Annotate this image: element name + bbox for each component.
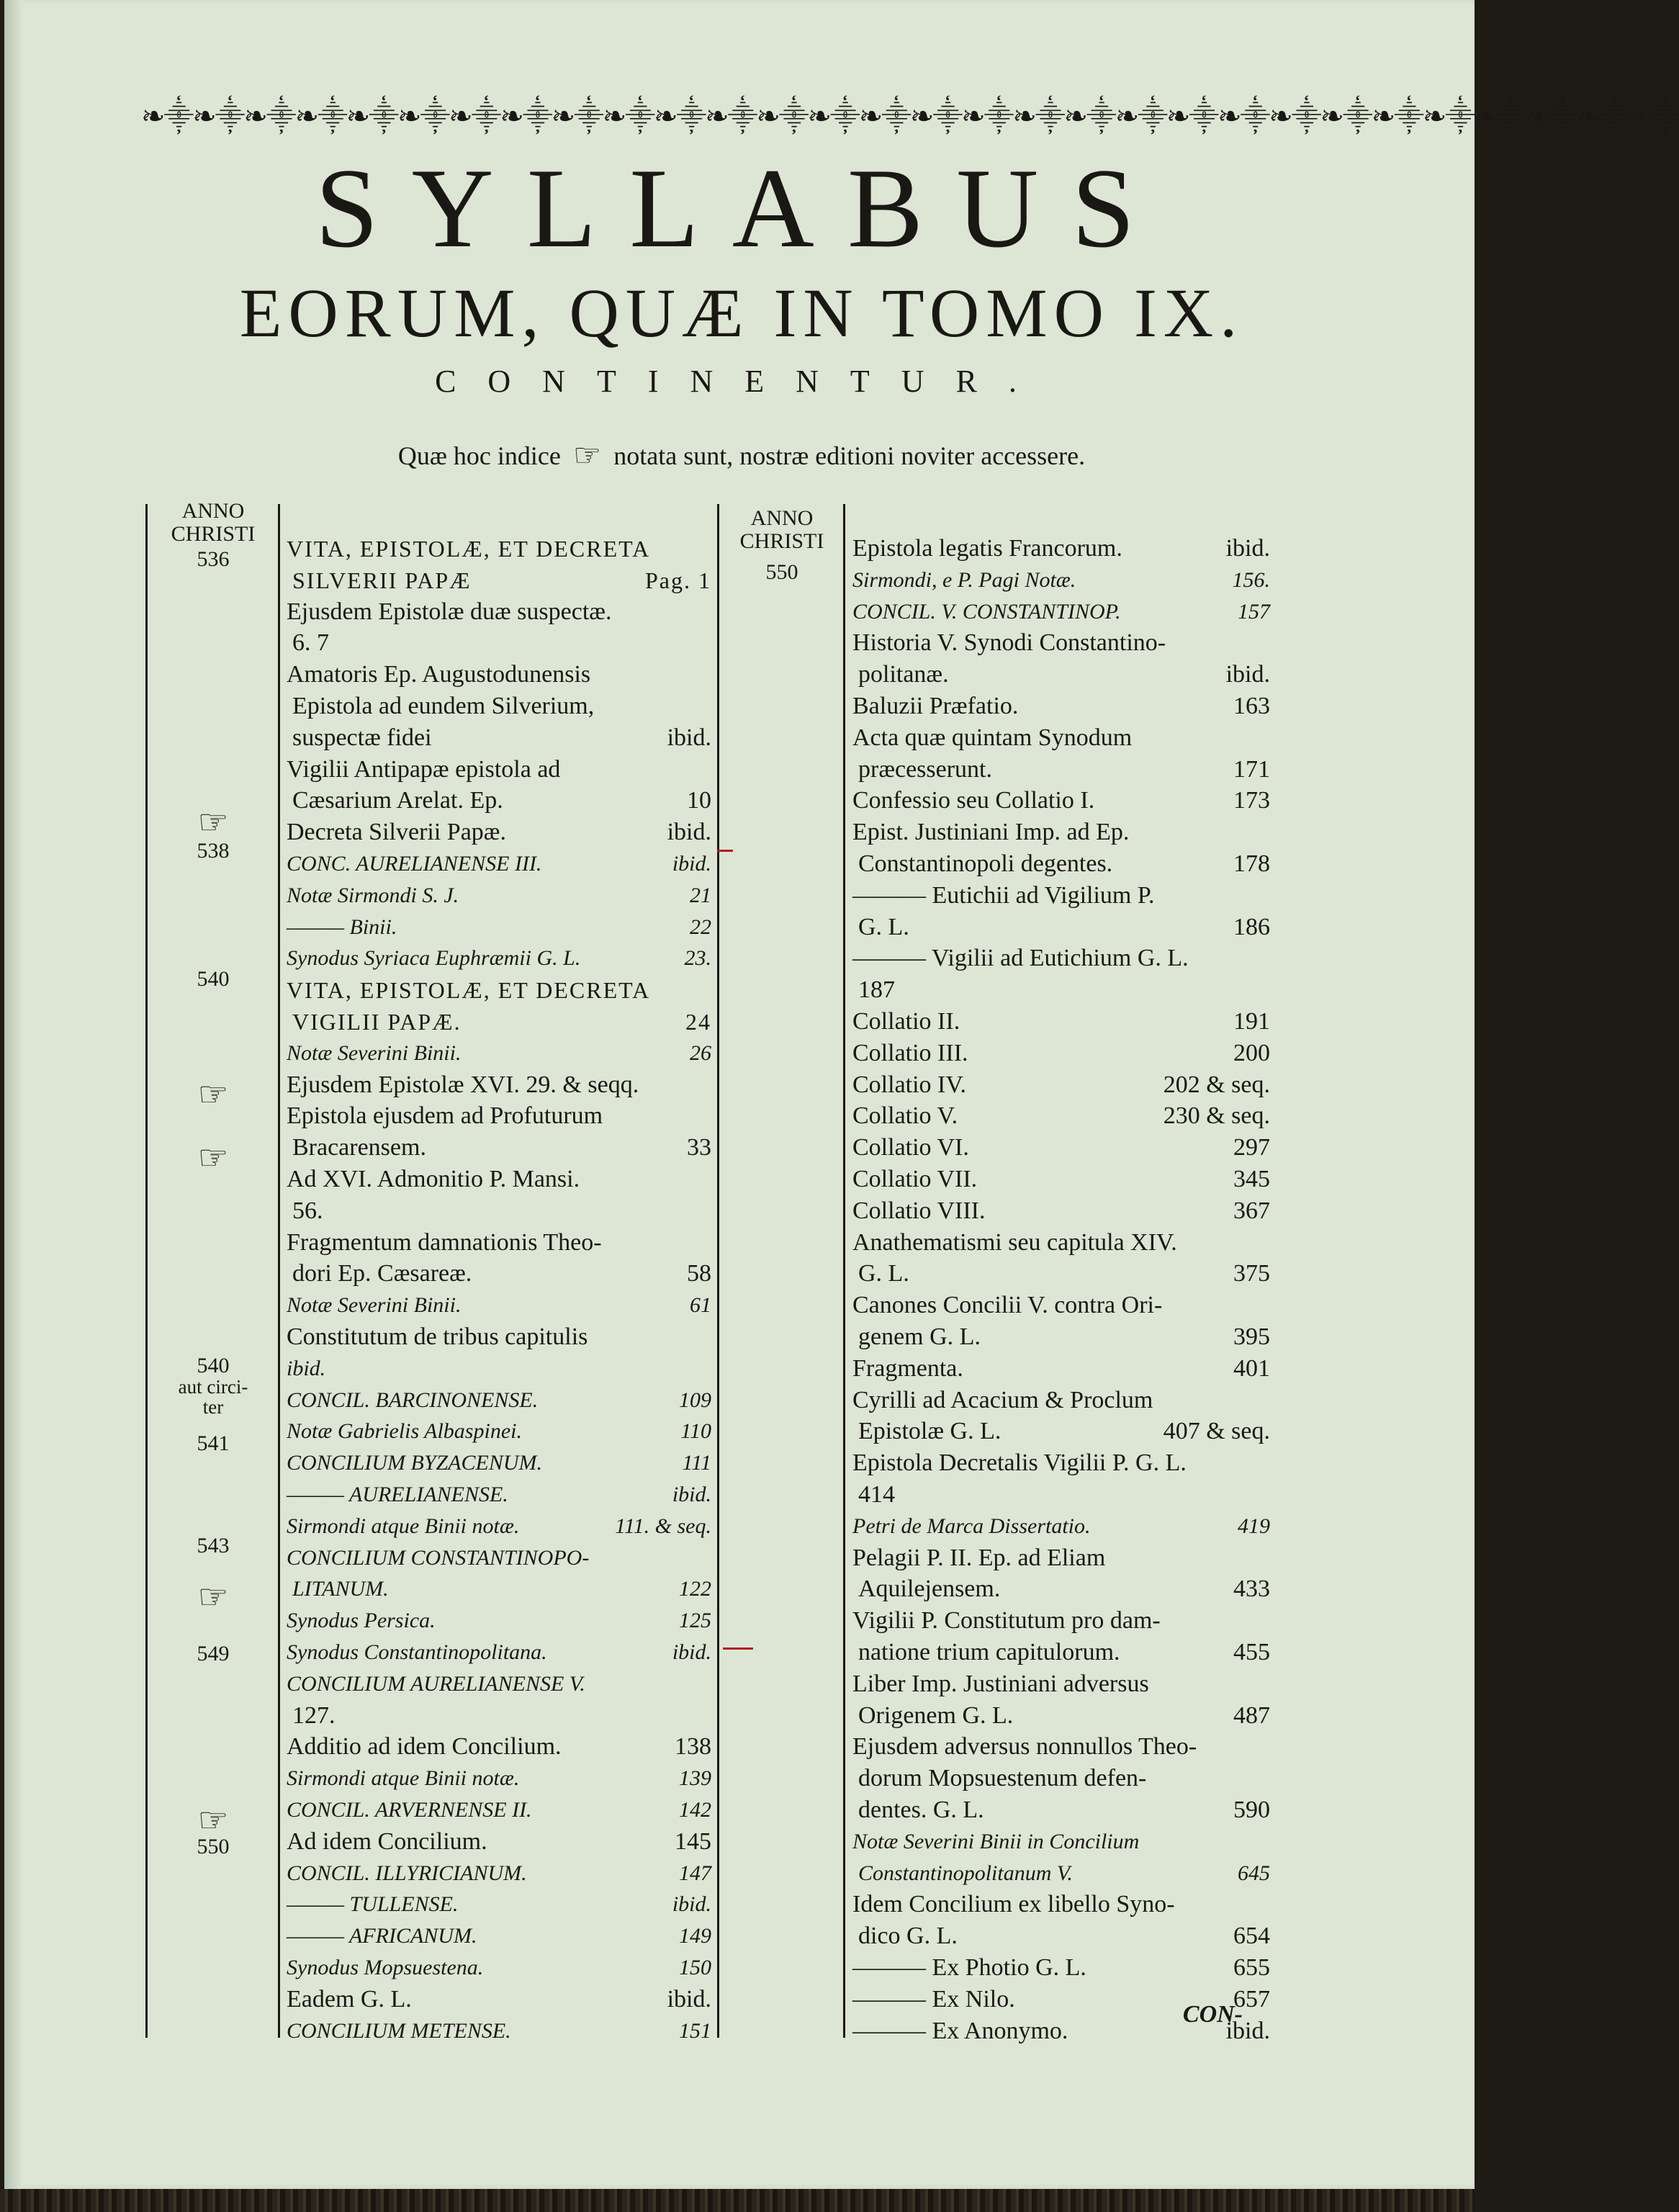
index-entry xyxy=(852,1479,1270,1511)
entry-page: ibid. xyxy=(1225,2017,1270,2044)
index-entry xyxy=(287,1006,711,1038)
index-entry xyxy=(852,1605,1270,1637)
entry-page: 33 xyxy=(687,1134,711,1161)
entry-title: Epistola ad eundem Silverium, xyxy=(292,693,595,719)
entry-title: dorum Mopsuestenum defen- xyxy=(858,1765,1147,1792)
entry-title: Epist. Justiniani Imp. ad Ep. xyxy=(852,819,1130,846)
entry-title: SILVERII PAPÆ xyxy=(292,567,472,593)
entry-page: 654 xyxy=(1233,1923,1270,1950)
entry-page: 433 xyxy=(1233,1575,1270,1603)
entry-title: Notæ Sirmondi S. J. xyxy=(287,883,459,907)
entry-title: Ejusdem adversus nonnullos Theo- xyxy=(852,1733,1197,1761)
entry-title: genem G. L. xyxy=(858,1323,981,1350)
year-header-anno: ANNO xyxy=(181,499,245,523)
entry-title: Notæ Gabrielis Albaspinei. xyxy=(287,1419,522,1444)
entry-page: 139 xyxy=(679,1766,711,1791)
index-entry xyxy=(852,1100,1270,1132)
entry-page: 156. xyxy=(1232,567,1270,592)
entry-title: ——— AFRICANUM. xyxy=(287,1924,477,1948)
index-entry xyxy=(852,817,1270,848)
entry-page: 111. & seq. xyxy=(615,1514,711,1538)
index-note xyxy=(4,436,1479,476)
entry-title: Notæ Severini Binii. xyxy=(287,1293,462,1318)
entry-title: Amatoris Ep. Augustodunensis xyxy=(287,661,591,688)
entry-page: 24 xyxy=(685,1009,711,1035)
entry-title: ——— Ex Nilo. xyxy=(852,1985,1015,2013)
book-page xyxy=(4,0,1679,2189)
index-entry xyxy=(287,974,711,1006)
entry-title: Ad idem Concilium. xyxy=(287,1827,487,1855)
index-entry xyxy=(852,1006,1270,1038)
index-entry xyxy=(852,533,1270,565)
entry-title: Collatio II. xyxy=(852,1008,960,1035)
year-label: 540 xyxy=(197,967,230,991)
entry-title: CONCILIUM METENSE. xyxy=(287,2018,511,2043)
index-entry xyxy=(287,1479,711,1511)
index-entry xyxy=(852,1700,1270,1732)
index-entry xyxy=(287,1290,711,1321)
entry-title: CONCIL. V. CONSTANTINOP. xyxy=(852,599,1121,624)
entry-title: ——— Ex Photio G. L. xyxy=(852,1954,1086,1981)
book-edge-strip xyxy=(0,2189,1475,2212)
entry-title: Liber Imp. Justiniani adversus xyxy=(852,1670,1149,1697)
entry-title: Canones Concilii V. contra Ori- xyxy=(852,1292,1163,1319)
entry-page: ibid. xyxy=(667,724,711,751)
index-entry xyxy=(852,1227,1270,1259)
entry-page: 157 xyxy=(1238,599,1270,624)
entry-title: Vigilii P. Constitutum pro dam- xyxy=(852,1607,1161,1635)
index-entry xyxy=(287,1258,711,1290)
entry-title: Collatio IV. xyxy=(852,1071,967,1098)
index-entry xyxy=(852,1447,1270,1479)
index-entry xyxy=(287,1164,711,1195)
index-entry xyxy=(852,1763,1270,1794)
entry-title: Fragmentum damnationis Theo- xyxy=(287,1228,602,1256)
entry-title: 187 xyxy=(858,976,895,1004)
index-entry xyxy=(287,1447,711,1479)
entry-title: ibid. xyxy=(287,1356,326,1380)
entry-page: 21 xyxy=(690,883,711,907)
index-entry xyxy=(287,754,711,786)
entry-title: LITANUM. xyxy=(292,1577,389,1601)
index-entry xyxy=(852,1573,1270,1605)
index-entry xyxy=(287,1038,711,1069)
index-entry xyxy=(287,659,711,691)
index-entry xyxy=(287,596,711,628)
entry-page: 10 xyxy=(687,787,711,814)
year-label: 536 xyxy=(197,547,230,571)
entry-title: Collatio III. xyxy=(852,1039,968,1066)
entry-title: VITA, EPISTOLÆ, ET DECRETA xyxy=(287,977,651,1004)
entry-title: Bracarensem. xyxy=(292,1134,426,1161)
entry-page: 111 xyxy=(682,1451,711,1475)
entry-title: præcesserunt. xyxy=(858,755,993,783)
index-entry xyxy=(287,848,711,880)
entry-title: Epistola Decretalis Vigilii P. G. L. xyxy=(852,1449,1187,1477)
index-entry xyxy=(852,1385,1270,1416)
entry-page: 22 xyxy=(690,914,711,939)
year-header-christi: CHRISTI xyxy=(171,522,256,546)
entry-title: VITA, EPISTOLÆ, ET DECRETA xyxy=(287,536,651,562)
index-entry xyxy=(287,565,711,596)
entry-page: 149 xyxy=(679,1924,711,1948)
note-text-before: Quæ hoc indice xyxy=(397,441,561,470)
entry-page: 455 xyxy=(1233,1639,1270,1665)
year-label: 543 xyxy=(197,1534,230,1557)
entry-title: Synodus Persica. xyxy=(287,1609,436,1633)
entry-title: Ad XVI. Admonitio P. Mansi. xyxy=(287,1166,580,1192)
entry-title: Ejusdem Epistolæ XVI. 29. & seqq. xyxy=(287,1071,639,1098)
index-entry xyxy=(287,1385,711,1416)
entry-title: 6. 7 xyxy=(292,629,329,657)
pointing-hand-icon: ☞ xyxy=(572,438,602,473)
entry-title: Additio ad idem Concilium. xyxy=(287,1733,562,1761)
entry-page: 122 xyxy=(679,1577,711,1601)
index-entry xyxy=(852,627,1270,659)
index-entry xyxy=(852,722,1270,754)
page-subtitle: EORUM, QUÆ IN TOMO IX. xyxy=(239,274,1244,351)
entry-title: Aquilejensem. xyxy=(858,1575,1001,1603)
entry-title: G. L. xyxy=(858,1260,909,1287)
index-entry xyxy=(287,817,711,848)
entry-page: ibid. xyxy=(1225,661,1270,688)
index-entry xyxy=(852,848,1270,880)
entry-title: Synodus Mopsuestena. xyxy=(287,1956,484,1979)
entry-page: ibid. xyxy=(667,1985,711,2013)
entry-page: ibid. xyxy=(1225,535,1270,562)
entry-title: ——— TULLENSE. xyxy=(287,1892,459,1917)
entry-title: Origenem G. L. xyxy=(858,1701,1014,1729)
entry-title: Constitutum de tribus capitulis xyxy=(287,1323,588,1350)
year-header-anno: ANNO xyxy=(750,506,814,530)
red-pencil-mark xyxy=(717,850,733,852)
entry-page: 145 xyxy=(675,1827,711,1855)
entry-page: 151 xyxy=(679,2018,711,2043)
entry-page: 345 xyxy=(1233,1166,1270,1192)
entry-title: CONCIL. BARCINONENSE. xyxy=(287,1388,539,1412)
index-entry xyxy=(852,785,1270,817)
index-entry xyxy=(287,1731,711,1763)
entry-page: 178 xyxy=(1233,850,1270,877)
index-entry xyxy=(852,943,1270,974)
entry-title: Constantinopoli degentes. xyxy=(858,850,1113,877)
index-entry xyxy=(287,1100,711,1132)
index-entry xyxy=(852,880,1270,912)
index-entry xyxy=(852,565,1270,596)
entry-page: 202 & seq. xyxy=(1163,1071,1270,1098)
page-subtitle-continuation: CONTINENTUR. xyxy=(435,364,1048,399)
entry-title: Eadem G. L. xyxy=(287,1985,412,2013)
index-entry xyxy=(852,1290,1270,1321)
entry-title: ——— Vigilii ad Eutichium G. L. xyxy=(852,945,1189,972)
entry-page: 407 & seq. xyxy=(1163,1418,1270,1445)
index-entry xyxy=(287,2015,711,2047)
index-entry xyxy=(287,912,711,943)
index-entry xyxy=(287,691,711,722)
entry-page: 367 xyxy=(1233,1197,1270,1224)
index-entry xyxy=(852,754,1270,786)
index-entry xyxy=(287,1889,711,1920)
index-entry xyxy=(287,1858,711,1889)
index-entry xyxy=(287,1353,711,1385)
index-entry xyxy=(287,1984,711,2015)
entry-title: CONCILIUM AURELIANENSE V. xyxy=(287,1671,585,1696)
entry-page: 375 xyxy=(1233,1260,1270,1287)
index-entry xyxy=(852,1321,1270,1353)
index-entry xyxy=(852,912,1270,943)
index-entry xyxy=(287,943,711,974)
index-entry xyxy=(852,1132,1270,1164)
entry-title: G. L. xyxy=(858,913,909,940)
entry-page: 655 xyxy=(1233,1954,1270,1981)
entry-page: 645 xyxy=(1238,1861,1270,1885)
entry-title: Collatio V. xyxy=(852,1102,958,1130)
index-entry xyxy=(852,1826,1270,1858)
pointing-hand-icon: ☞ xyxy=(197,1138,229,1178)
pointing-hand-icon: ☞ xyxy=(197,1577,229,1617)
entry-title: CONCIL. ARVERNENSE II. xyxy=(287,1798,532,1822)
entry-page: Pag. 1 xyxy=(645,567,711,593)
entry-page: 125 xyxy=(679,1609,711,1633)
entry-title: Decreta Silverii Papæ. xyxy=(287,819,506,846)
entry-page: 109 xyxy=(679,1388,711,1412)
red-pencil-mark xyxy=(723,1647,753,1650)
entry-page: ibid. xyxy=(672,1640,711,1664)
index-entry xyxy=(852,691,1270,722)
entry-title: Synodus Syriaca Euphræmii G. L. xyxy=(287,946,581,971)
entry-page: 138 xyxy=(675,1733,711,1761)
index-entry xyxy=(852,1038,1270,1069)
entry-page: 26 xyxy=(690,1040,711,1065)
entry-title: Cæsarium Arelat. Ep. xyxy=(292,787,503,814)
index-entry xyxy=(287,1542,711,1574)
index-entry xyxy=(287,1321,711,1353)
index-entry xyxy=(287,1763,711,1794)
entry-title: CONCILIUM BYZACENUM. xyxy=(287,1451,543,1475)
year-label: 549 xyxy=(197,1642,230,1665)
entry-title: natione trium capitulorum. xyxy=(858,1639,1120,1665)
entry-title: Notæ Severini Binii in Concilium xyxy=(852,1829,1140,1853)
entry-page: 657 xyxy=(1233,1985,1270,2013)
year-label: 550 xyxy=(197,1835,230,1858)
entry-page: 191 xyxy=(1233,1008,1270,1035)
entry-title: Sirmondi atque Binii notæ. xyxy=(287,1514,520,1538)
index-entry xyxy=(287,1668,711,1700)
entry-title: Ejusdem Epistolæ duæ suspectæ. xyxy=(287,598,612,625)
index-entry xyxy=(852,1668,1270,1700)
index-entry xyxy=(852,1731,1270,1763)
index-entry xyxy=(287,1511,711,1542)
index-entry xyxy=(287,1132,711,1164)
index-entry xyxy=(852,1952,1270,1984)
page-title: SYLLABUS xyxy=(315,145,1169,271)
entry-page: 110 xyxy=(680,1419,711,1444)
right-entry-column-rule xyxy=(843,504,845,2038)
entry-page: 171 xyxy=(1233,755,1270,783)
index-entry xyxy=(287,1195,711,1227)
entry-title: Fragmenta. xyxy=(852,1354,963,1382)
entry-title: Collatio VII. xyxy=(852,1166,978,1192)
index-entry xyxy=(287,1069,711,1101)
center-column-rule xyxy=(717,504,719,2038)
entry-page: 297 xyxy=(1233,1134,1270,1161)
entry-title: Epistola ejusdem ad Profuturum xyxy=(287,1102,603,1130)
entry-page: 173 xyxy=(1233,787,1270,814)
index-entry xyxy=(852,1542,1270,1574)
entry-page: 401 xyxy=(1233,1354,1270,1382)
entry-page: 142 xyxy=(679,1798,711,1822)
index-entry xyxy=(852,974,1270,1006)
index-entry xyxy=(287,533,711,565)
pointing-hand-icon: ☞ xyxy=(197,1800,229,1840)
entry-title: VIGILII PAPÆ. xyxy=(292,1009,462,1035)
index-entry xyxy=(852,1511,1270,1542)
entry-page: 395 xyxy=(1233,1323,1270,1350)
entry-title: Acta quæ quintam Synodum xyxy=(852,724,1133,751)
year-header-christi: CHRISTI xyxy=(739,529,824,553)
entry-title: Anathematismi seu capitula XIV. xyxy=(852,1228,1177,1256)
index-entry xyxy=(852,1416,1270,1447)
entry-title: Vigilii Antipapæ epistola ad xyxy=(287,755,561,783)
entry-title: Cyrilli ad Acacium & Proclum xyxy=(852,1386,1153,1413)
pointing-hand-icon: ☞ xyxy=(197,802,229,842)
index-entry xyxy=(287,1605,711,1637)
entry-page: 61 xyxy=(690,1293,711,1318)
index-entry xyxy=(852,1353,1270,1385)
entry-page: 23. xyxy=(684,946,711,971)
year-label: aut circi- xyxy=(178,1376,248,1398)
left-entry-column-rule xyxy=(278,504,280,2038)
index-entry xyxy=(852,596,1270,628)
entry-title: dentes. G. L. xyxy=(858,1797,984,1823)
year-label: 538 xyxy=(197,839,230,863)
left-year-header xyxy=(148,500,278,546)
entry-page: 590 xyxy=(1233,1797,1270,1823)
entry-title: Synodus Constantinopolitana. xyxy=(287,1640,547,1664)
decorative-ornament-band: ❧⸎❧⸎❧⸎❧⸎❧⸎❧⸎❧⸎❧⸎❧⸎❧⸎❧⸎❧⸎❧⸎❧⸎❧⸎❧⸎❧⸎❧⸎❧⸎❧⸎❧⸎❧⸎❧⸎❧⸎❧⸎❧⸎❧⸎❧⸎❧⸎❧⸎ xyxy=(141,100,1679,133)
entry-title: Sirmondi, e P. Pagi Notæ. xyxy=(852,567,1076,592)
entry-title: Pelagii P. II. Ep. ad Eliam xyxy=(852,1544,1106,1571)
catchword: CON- xyxy=(1182,2001,1243,2028)
entry-title: CONCILIUM CONSTANTINOPO- xyxy=(287,1545,590,1570)
entry-page: 163 xyxy=(1233,693,1270,719)
entry-title: 127. xyxy=(292,1701,336,1729)
left-year-column-rule xyxy=(145,504,148,2038)
year-label: 541 xyxy=(197,1431,230,1455)
entry-title: Epistolæ G. L. xyxy=(858,1418,1001,1445)
index-entry xyxy=(287,1826,711,1858)
entry-title: ——— Eutichii ad Vigilium P. xyxy=(852,881,1155,909)
index-entry xyxy=(287,722,711,754)
entry-title: Notæ Severini Binii. xyxy=(287,1040,462,1065)
index-entry xyxy=(852,1258,1270,1290)
entry-title: Baluzii Præfatio. xyxy=(852,693,1019,719)
entry-page: 230 & seq. xyxy=(1163,1102,1270,1130)
year-label: 550 xyxy=(765,560,798,584)
index-entry xyxy=(287,1416,711,1447)
entry-page: ibid. xyxy=(667,819,711,846)
index-entry xyxy=(852,1164,1270,1195)
index-entry xyxy=(852,659,1270,691)
index-entry xyxy=(287,1637,711,1668)
entry-title: CONCIL. ILLYRICIANUM. xyxy=(287,1861,527,1885)
entry-title: Idem Concilium ex libello Syno- xyxy=(852,1891,1175,1918)
index-entry xyxy=(287,1952,711,1984)
note-text-after: notata sunt, nostræ editioni noviter accessere. xyxy=(613,441,1086,470)
entry-title: ——— AURELIANENSE. xyxy=(287,1483,508,1506)
entry-page: 200 xyxy=(1233,1039,1270,1066)
entry-title: Historia V. Synodi Constantino- xyxy=(852,629,1166,657)
entry-page: 487 xyxy=(1233,1701,1270,1729)
index-entry xyxy=(287,1573,711,1605)
entry-title: Collatio VIII. xyxy=(852,1197,986,1224)
year-label: 540 xyxy=(197,1354,230,1377)
entry-title: suspectæ fidei xyxy=(292,724,432,751)
index-entry xyxy=(852,1889,1270,1920)
index-entry xyxy=(852,1637,1270,1668)
index-entry xyxy=(852,1069,1270,1101)
entry-title: dori Ep. Cæsareæ. xyxy=(292,1260,472,1287)
entry-page: 58 xyxy=(687,1260,711,1287)
entry-title: CONC. AURELIANENSE III. xyxy=(287,852,542,876)
entry-page: 147 xyxy=(679,1861,711,1885)
entry-page: 419 xyxy=(1238,1514,1270,1538)
entry-page: ibid. xyxy=(672,852,711,876)
entry-title: Sirmondi atque Binii notæ. xyxy=(287,1766,520,1791)
index-entry xyxy=(287,1227,711,1259)
entry-page: 150 xyxy=(679,1956,711,1979)
pointing-hand-icon: ☞ xyxy=(197,1074,229,1115)
entry-title: Constantinopolitanum V. xyxy=(858,1861,1073,1885)
entry-title: Collatio VI. xyxy=(852,1134,969,1161)
index-entry xyxy=(852,1794,1270,1826)
index-entry xyxy=(852,1195,1270,1227)
index-entry xyxy=(287,1794,711,1826)
index-entry xyxy=(287,1700,711,1732)
index-entry xyxy=(287,880,711,912)
year-label: ter xyxy=(202,1396,224,1418)
entry-title: Petri de Marca Dissertatio. xyxy=(852,1514,1091,1538)
entry-title: ——— Binii. xyxy=(287,914,397,939)
entry-title: politanæ. xyxy=(858,661,949,688)
index-entry xyxy=(852,1858,1270,1889)
entry-title: Epistola legatis Francorum. xyxy=(852,535,1122,562)
entry-title: dico G. L. xyxy=(858,1923,958,1950)
entry-page: 186 xyxy=(1233,913,1270,940)
index-entry xyxy=(852,1920,1270,1952)
entry-page: ibid. xyxy=(672,1892,711,1917)
entry-title: 56. xyxy=(292,1197,323,1224)
entry-title: Confessio seu Collatio I. xyxy=(852,787,1095,814)
entry-title: ——— Ex Anonymo. xyxy=(852,2017,1068,2044)
right-year-header xyxy=(721,507,843,553)
entry-page: ibid. xyxy=(672,1483,711,1506)
index-entry xyxy=(287,785,711,817)
index-entry xyxy=(287,1920,711,1952)
entry-title: 414 xyxy=(858,1481,895,1508)
index-entry xyxy=(287,627,711,659)
